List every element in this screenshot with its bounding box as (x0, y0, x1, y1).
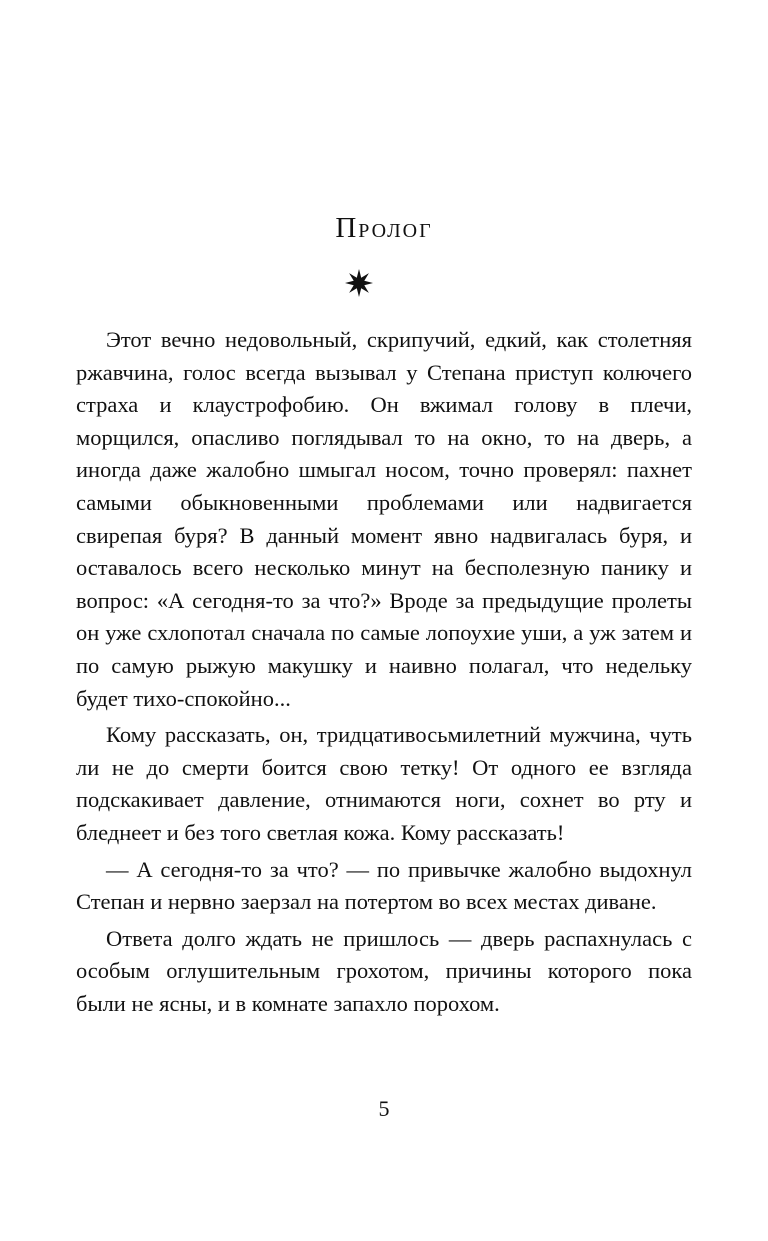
paragraph: Этот вечно недовольный, скрипучий, едкий, как столетняя ржавчина, голос всегда вызывал у Степана приступ колючего страха и клаустрофобию. Он вжимал голову в плечи, морщился, опасливо поглядывал то на окно, то на дверь, а иногда даже жалобно шмыгал носом, точно проверял: пахнет самыми обыкновенными проблемами или надвигается свирепая буря? В данный момент явно надвигалась буря, и оставалось всего несколько минут на бесполезную панику и вопрос: «А сегодня-то за что?» Вроде за предыдущие пролеты он уже схлопотал сначала по самые лопоухие уши, а уж затем и по самую рыжую макушку и наивно полагал, что недельку будет тихо-спокойно... (76, 327, 692, 711)
chapter-title: Пролог (335, 212, 433, 244)
paragraph: Ответа долго ждать не пришлось — дверь распахнулась с особым оглушительным грохотом, причины которого пока были не ясны, и в комнате запахло порохом. (76, 925, 692, 1016)
eight-point-star-icon (344, 268, 374, 298)
paragraph: Кому рассказать, он, тридцативосьмилетний мужчина, чуть ли не до смерти боится свою тетку! От одного ее взгляда подскакивает давление, отнимаются ноги, сохнет во рту и бледнеет и без того светлая кожа. Кому рассказать! (76, 722, 692, 845)
page-number: 5 (378, 1096, 390, 1121)
paragraph: — А сегодня-то за что? — по привычке жалобно выдохнул Степан и нервно заерзал на потертом во всех местах диване. (76, 856, 692, 915)
chapter-text (76, 324, 692, 1020)
